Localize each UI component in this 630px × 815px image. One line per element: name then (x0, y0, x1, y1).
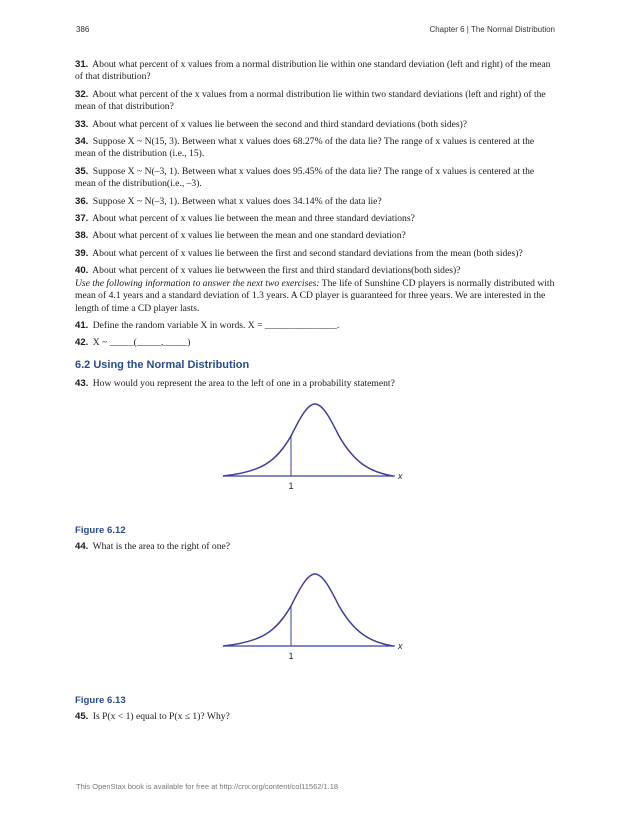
question-45 (75, 711, 557, 723)
question-text: Suppose X ~ N(–3, 1). Between what x values does 95.45% of the data lie? The range of x values is centered at the mean of the distribution(i.e., –3). (75, 165, 535, 190)
question-40 (75, 265, 557, 277)
question-36 (75, 196, 557, 208)
question-text: Define the random variable X in words. X = _______________. (92, 319, 340, 331)
question-text: Is P(x < 1) equal to P(x ≤ 1)? Why? (92, 710, 230, 722)
question-37 (75, 213, 557, 225)
axis-label: x (398, 471, 403, 482)
question-text: X ~ _____(_____,_____) (92, 337, 191, 349)
question-number: 40. (75, 265, 89, 277)
question-text: About what percent of x values from a normal distribution lie within one standard deviation (left and right) of the mean of that distribution? (75, 59, 551, 83)
question-39 (75, 248, 557, 260)
question-number: 36. (75, 195, 89, 207)
question-32 (75, 89, 557, 114)
figure-caption: Figure 6.12 (75, 525, 126, 537)
question-31 (75, 59, 557, 84)
question-38 (75, 230, 557, 242)
question-number: 35. (75, 165, 89, 177)
page-footer: This OpenStax book is available for free at http://cnx.org/content/col11562/1.18 (76, 782, 339, 791)
question-text: Suppose X ~ N(–3, 1). Between what x values does 34.14% of the data lie? (92, 195, 382, 207)
normal-curve (223, 574, 393, 646)
question-number: 32. (75, 88, 89, 100)
normal-curve-chart (221, 570, 411, 690)
question-number: 37. (75, 213, 89, 225)
question-text: About what percent of x values lie between the mean and three standard deviations? (92, 213, 415, 225)
question-number: 34. (75, 136, 89, 148)
question-33 (75, 119, 557, 131)
normal-curve-chart (221, 400, 411, 520)
question-text: Suppose X ~ N(15, 3). Between what x values does 68.27% of the data lie? The range of x values is centered at the mean of the distribution (i.e., 15). (75, 136, 535, 160)
question-34 (75, 136, 557, 161)
info-text: The life of Sunshine CD players is normally distributed with mean of 4.1 years and a standard deviation of 1.3 years. A CD player is guaranteed for three years. We are interested in the length of time a CD player lasts. (75, 277, 555, 314)
question-text: What is the area to the right of one? (92, 541, 231, 553)
question-text: About what percent of x values lie between the second and third standard deviations (both sides)? (92, 118, 468, 130)
chapter-title: Chapter 6 | The Normal Distribution (429, 25, 555, 34)
question-number: 45. (75, 710, 89, 722)
question-text: About what percent of x values lie between the mean and one standard deviation? (92, 230, 406, 242)
question-number: 33. (75, 118, 89, 130)
question-number: 38. (75, 230, 89, 242)
section-heading: 6.2 Using the Normal Distribution (75, 358, 250, 371)
question-number: 44. (75, 541, 89, 553)
figure-6-12 (75, 400, 557, 520)
question-number: 41. (75, 319, 89, 331)
question-text: About what percent of x values lie betwween the first and third standard deviations(both sides)? (92, 265, 461, 277)
question-43 (75, 378, 557, 390)
figure-caption: Figure 6.13 (75, 694, 126, 706)
question-number: 39. (75, 247, 89, 259)
figure-6-13 (75, 570, 557, 690)
question-44 (75, 541, 557, 553)
question-42 (75, 337, 557, 349)
tick-label: 1 (288, 481, 294, 492)
question-number: 42. (75, 337, 89, 349)
page-number: 386 (76, 25, 90, 34)
question-text: About what percent of x values lie between the first and second standard deviations from the mean (both sides)? (92, 247, 523, 259)
axis-label: x (398, 640, 403, 651)
normal-curve (223, 404, 393, 476)
info-lead: Use the following information to answer the next two exercises: (75, 277, 320, 289)
question-number: 43. (75, 377, 89, 389)
question-35 (75, 166, 557, 191)
exercise-info (75, 278, 557, 315)
question-41 (75, 320, 557, 332)
question-text: How would you represent the area to the left of one in a probability statement? (92, 377, 395, 389)
page-content (75, 59, 557, 728)
question-text: About what percent of the x values from a normal distribution lie within two standard deviations (left and right) of the mean of that distribution? (75, 88, 546, 113)
tick-label: 1 (288, 650, 294, 661)
question-number: 31. (75, 59, 89, 70)
